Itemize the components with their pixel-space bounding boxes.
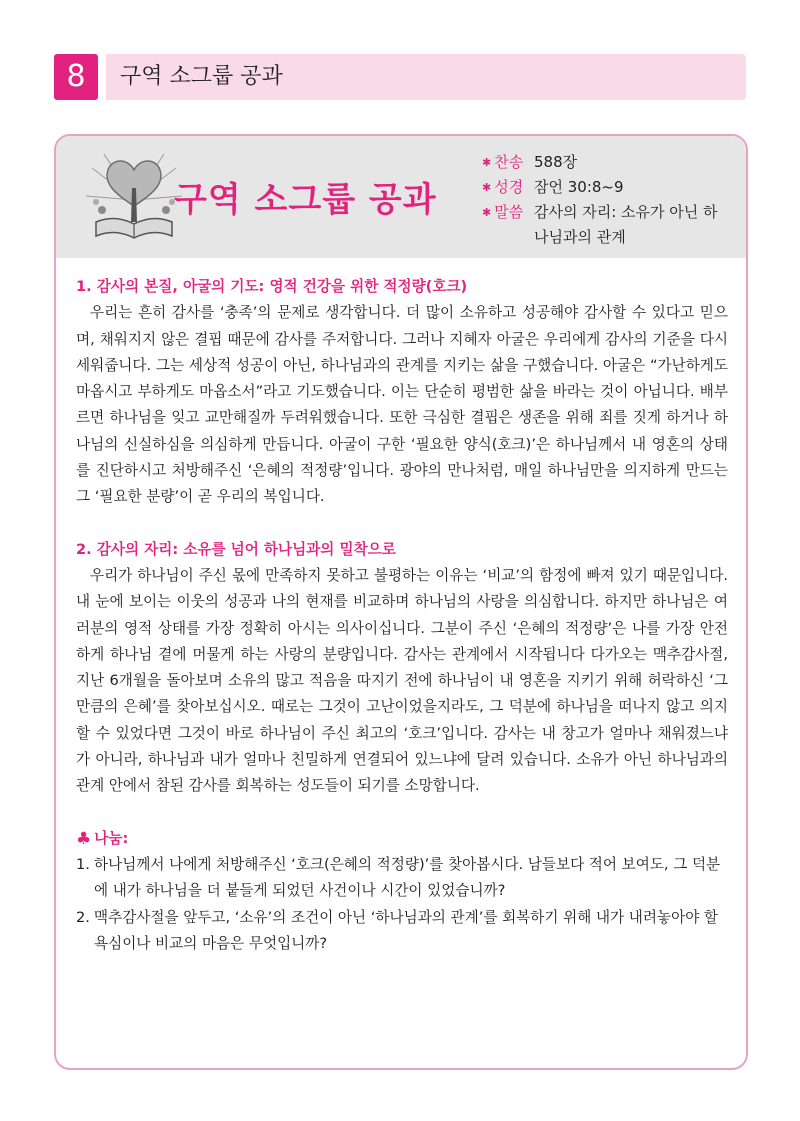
info-key: 성경 xyxy=(494,178,524,196)
page-number: 8 xyxy=(54,54,98,100)
discussion-title: ♣ 나눔: xyxy=(76,826,728,852)
header-title: 구역 소그룹 공과 xyxy=(120,64,283,89)
card-title: 구역 소그룹 공과 xyxy=(174,180,437,220)
info-value: 잠언 30:8~9 xyxy=(534,178,624,196)
info-hymn xyxy=(482,150,724,175)
info-key: 말씀 xyxy=(494,203,524,221)
section-body: 우리가 하나님이 주신 몫에 만족하지 못하고 불평하는 이유는 ‘비교’의 함정에 빠져 있기 때문입니다. 내 눈에 보이는 이웃의 성공과 나의 현재를 비교하며 하나님의 사랑을 의심합니다. 하지만 하나님은 여러분의 영적 상태를 가장 정확히 아시는 의사이십니다. 그분이 주신 ‘은혜의 적정량’은 나를 가장 안전하게 하나님 곁에 머물게 하는 사랑의 분량입니다. 감사는 관계에서 시작됩니다 다가오는 맥추감사절, 지난 6개월을 돌아보며 소유의 많고 적음을 따지기 전에 하나님이 내 영혼을 지키기 위해 허락하신 ‘그만큼의 은혜’를 찾아보십시오. 때로는 그것이 고난이었을지라도, 그 덕분에 하나님을 떠나지 않고 의지할 수 있었다면 그것이 바로 하나님이 주신 최고의 ‘호크’입니다. 감사는 내 창고가 얼마나 채워졌느냐가 아니라, 하나님과 내가 얼마나 친밀하게 연결되어 있느냐에 달려 있습니다. 소유가 아닌 하나님과의 관계 안에서 참된 감사를 회복하는 성도들이 되기를 소망합니다. xyxy=(76,566,728,795)
asterisk-icon: ✱ xyxy=(482,206,492,219)
section-body: 우리는 흔히 감사를 ‘충족’의 문제로 생각합니다. 더 많이 소유하고 성공해야 감사할 수 있다고 믿으며, 채워지지 않은 결핍 때문에 감사를 주저합니다. 그러나 지혜자 아굴은 우리에게 감사의 기준을 다시 세워줍니다. 그는 세상적 성공이 아닌, 하나님과의 관계를 지키는 삶을 구했습니다. 아굴은 “가난하게도 마옵시고 부하게도 마옵소서”라고 기도했습니다. 이는 단순히 평범한 삶을 바라는 것이 아닙니다. 배부르면 하나님을 잊고 교만해질까 두려워했습니다. 또한 극심한 결핍은 생존을 위해 죄를 짓게 하거나 하나님의 신실하심을 의심하게 만듭니다. 아굴이 구한 ‘필요한 양식(호크)’은 하나님께서 내 영혼의 상태를 진단하시고 처방해주신 ‘은혜의 적정량’입니다. 광야의 만나처럼, 매일 하나님만을 의지하게 만드는 그 ‘필요한 분량’이 곧 우리의 복입니다. xyxy=(76,304,728,506)
heart-tree-bible-icon xyxy=(82,148,186,244)
info-value: 588장 xyxy=(534,153,578,171)
discussion-question: 2. 맥추감사절을 앞두고, ‘소유’의 조건이 아닌 ‘하나님과의 관계’를 회복하기 위해 내가 내려놓아야 할 욕심이나 비교의 마음은 무엇입니까? xyxy=(76,908,719,952)
section-title: 1. 감사의 본질, 아굴의 기도: 영적 건강을 위한 적정량(호크) xyxy=(76,278,468,295)
section-title: 2. 감사의 자리: 소유를 넘어 하나님과의 밀착으로 xyxy=(76,540,396,558)
asterisk-icon: ✱ xyxy=(482,181,492,194)
info-sermon xyxy=(482,200,724,250)
asterisk-icon: ✱ xyxy=(482,156,492,169)
lesson-content xyxy=(76,274,728,957)
discussion-question: 1. 하나님께서 나에게 처방해주신 ‘호크(은혜의 적정량)’를 찾아봅시다. 남들보다 적어 보여도, 그 덕분에 내가 하나님을 더 붙들게 되었던 사건이나 시간이 있었습니까? xyxy=(76,855,721,900)
card-header xyxy=(56,136,746,258)
info-list xyxy=(482,150,724,250)
club-icon: ♣ xyxy=(76,828,92,849)
info-scripture xyxy=(482,175,724,200)
info-value: 감사의 자리: 소유가 아닌 하나님과의 관계 xyxy=(534,203,718,246)
lesson-card xyxy=(54,134,748,1070)
info-key: 찬송 xyxy=(494,153,524,171)
